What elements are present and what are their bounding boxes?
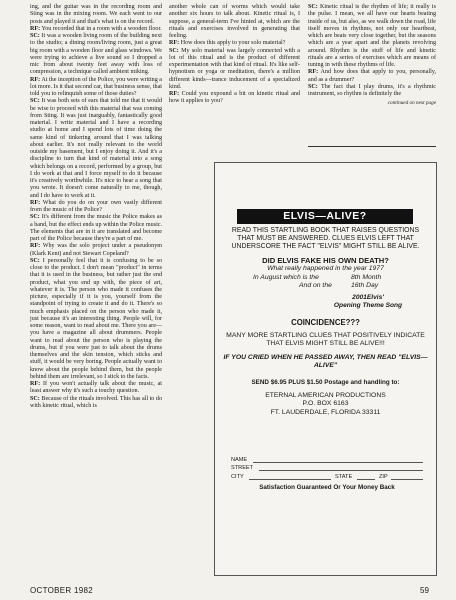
continued-note: continued on next page	[387, 100, 436, 107]
article-paragraph	[30, 381, 162, 396]
ad-more-clues: MANY MORE STARTLING CLUES THAT POSITIVELY INDICATE THAT ELVIS MIGHT STILL BE ALIVE!!!	[226, 331, 425, 347]
form-row-street	[231, 464, 423, 473]
paragraph-text: And how does that apply to you, personally, and as a drummer?	[308, 69, 436, 83]
ad-address	[223, 392, 428, 417]
name-field[interactable]	[253, 462, 423, 463]
paragraph-text: It was both sets of ears that told me that it would be wise to proceed with this material that was coming from Sting. It was just inarguably, fantastically good material. I write material and I have a recording studio at home and I spend lots of time doing the same kind of tinkering around that I was talking about earlier. It's not really relevant to the world outside my basement, but I enjoy doing it. And it's a discipline to turn that kind of material into a song which belongs on a record, performed by a group, but I do work at that and I force myself to do it because it's creatively worthwhile. It's nice to hear a song that you wrote. It doesn't come naturally to me, though, and I do have to work at it.	[30, 98, 163, 199]
issue-date: OCTOBER 1982	[30, 586, 94, 595]
ad-line-8th: 8th Month	[351, 273, 382, 281]
article-paragraph	[30, 98, 162, 200]
speaker-tag: RF:	[308, 69, 319, 76]
ad-address-line-1: ETERNAL AMERICAN PRODUCTIONS	[265, 392, 386, 400]
zip-field[interactable]	[391, 479, 423, 480]
ad-address-line-2: P.O. BOX 6163	[302, 400, 349, 408]
article-paragraph	[30, 243, 162, 258]
ad-banner: ELVIS—ALIVE?	[237, 209, 413, 224]
speaker-tag: SC:	[30, 33, 40, 39]
ad-lead-text: READ THIS STARTLING BOOK THAT RAISES QUESTIONS THAT MUST BE ANSWERED. CLUES ELVIS LEFT THAT UNDERSCORE THE FACT "ELVIS" MIGHT STILL BE ALIVE.	[231, 227, 420, 251]
article-paragraph	[30, 77, 162, 99]
article-paragraph	[30, 26, 162, 33]
name-label: NAME	[231, 456, 248, 463]
elvis-advertisement	[214, 162, 437, 576]
speaker-tag: SC:	[30, 214, 40, 221]
street-field[interactable]	[259, 470, 423, 471]
ad-coincidence: COINCIDENCE???	[291, 317, 360, 327]
paragraph-text: Because of the rituals involved. This has all to do with kinetic ritual, which is	[30, 395, 162, 409]
guarantee-text: Satisfaction Guaranteed Or Your Money Back	[259, 483, 395, 491]
paragraph-text: The fact that I play drums, it's a rhythmic instrument, so rhythm is definitely the	[308, 83, 436, 97]
article-paragraph	[169, 91, 300, 106]
state-field[interactable]	[357, 479, 375, 480]
article-paragraph	[169, 48, 300, 92]
speaker-tag: SC:	[169, 47, 179, 54]
order-form	[231, 455, 423, 491]
speaker-tag: SC:	[308, 83, 318, 90]
ad-body	[223, 227, 428, 417]
speaker-tag: RF:	[30, 243, 41, 250]
form-row-city	[231, 472, 423, 481]
article-paragraph	[169, 40, 300, 47]
speaker-tag: SC:	[30, 257, 40, 264]
city-field[interactable]	[249, 479, 331, 480]
paragraph-text: My solo material was largely connected with a lot of this ritual and is the product of different experimentation with that kind of ritual. It's like self-hypnotism or yoga or meditation, there's a million different kinds—trance inducement of a specialized kind.	[169, 47, 300, 90]
paragraph-text: At the inception of the Police, you were writing a lot more. Is it that second car, that business sense, that told you to relinquish some of those duties?	[30, 76, 162, 97]
ad-song-title: 2001Elvis'	[352, 293, 384, 301]
ad-question: DID ELVIS FAKE HIS OWN DEATH?	[262, 255, 389, 265]
article-paragraph	[30, 258, 162, 381]
ad-what-happened: What really happened in the year 1977	[267, 264, 384, 272]
city-label: CITY	[231, 473, 244, 480]
ad-cry-line: IF YOU CRIED WHEN HE PASSED AWAY, THEN READ "ELVIS—ALIVE"	[223, 353, 428, 369]
paragraph-text: Could you expound a bit on kinetic ritual and how it applies to you?	[169, 91, 300, 105]
speaker-tag: RF:	[169, 40, 180, 47]
article-paragraph	[308, 84, 436, 99]
article-paragraph	[30, 214, 162, 243]
paragraph-text: another whole can of worms which would take another six hours to talk about. Kinetic ritual is, I suppose, a general-term I've hinted at, which are the rituals and exercises involved in generating that feeling.	[169, 4, 300, 39]
article-paragraph	[30, 396, 162, 411]
article-paragraph	[308, 4, 436, 69]
ad-line-16th: 16th Day	[351, 281, 379, 289]
paragraph-text: It was a wooden living room of the building next to the studio; a dining room/living room, just a great big room with a wooden floor and glass windows. We were trying to achieve a live sound so I dropped a mic from about twenty feet away with loss of compression, a technique called ambient miking.	[30, 33, 162, 76]
paragraph-text: How does this apply to your solo material?	[180, 40, 286, 47]
speaker-tag: RF:	[30, 76, 41, 83]
paragraph-text: Why was the solo project under a pseudonym (Klark Kent) and not Stewart Copeland?	[30, 243, 162, 257]
ad-send-line: SEND $6.95 PLUS $1.50 Postage and handling to:	[251, 379, 400, 387]
ad-line-onthe: And on the	[299, 281, 332, 289]
paragraph-text: I personally feel that it is confusing to be so close to the product. I don't mean "product" in terms that it is used in the business, but rather just the end product, what you end up with, the piece of art, whatever it is. The person who made it confuses the picture, especially if it is you, yourself from the standpoint of trying to create it and do it. There's so much emphasis placed on the person who made it, just because it's an interesting thing. People will, for some reason, want to read about me. There you are—you have a magazine all about drummers. People want to read about the person who is playing the drums, but if you were just to talk about the drums themselves and the skin tension, which sticks and stuff, it would be very boring. People actually want to know about the people behind them, but the people behind them are irrelevant, so I stick to the facts.	[30, 257, 162, 380]
speaker-tag: RF:	[30, 381, 41, 387]
ad-line-august: In August which is the	[253, 273, 319, 281]
speaker-tag: RF:	[30, 199, 41, 206]
article-column-2	[169, 4, 300, 106]
zip-label: ZIP	[379, 473, 388, 480]
ad-dates-block	[223, 274, 428, 318]
paragraph-text: ing, and the guitar was in the recording room and Sting was in the mixing room. We each went to our posts and played it and that's what is on the record.	[30, 4, 162, 25]
street-label: STREET	[231, 465, 254, 472]
speaker-tag: SC:	[30, 395, 40, 402]
paragraph-text: It's different from the music the Police makes as a band, but the effect ends up within the Police music. The elements that are in it are translated and become part of the Police because they're a part of me.	[30, 214, 162, 242]
speaker-tag: SC:	[308, 4, 318, 10]
ad-address-line-3: FT. LAUDERDALE, FLORIDA 33311	[270, 408, 381, 416]
form-row-name	[231, 455, 423, 464]
article-column-3	[308, 4, 436, 108]
article-paragraph	[169, 4, 300, 40]
speaker-tag: SC:	[30, 98, 40, 105]
column-divider-rule	[308, 146, 436, 147]
article-paragraph	[30, 4, 162, 26]
speaker-tag: RF:	[30, 25, 41, 32]
article-paragraph	[30, 200, 162, 215]
article-column-1	[30, 4, 162, 410]
article-paragraph	[308, 69, 436, 84]
ad-song	[313, 294, 423, 310]
paragraph-text: If you won't actually talk about the music, at least answer why it's such a touchy question.	[30, 381, 163, 395]
state-label: STATE	[335, 473, 353, 480]
page-number: 59	[420, 586, 429, 595]
paragraph-text: What do you do on your own vastly different from the music of the Police?	[30, 199, 162, 213]
paragraph-text: Kinetic ritual is the rhythm of life; it really is the pulse. I mean, we all have our hearts beating inside of us, but also, as we walk down the road, life itself moves in rhythms, not only our heartbeat, which are beats very close together, but the seasons which are a year apart and the planets revolving around. Rhythm is the stuff of life and kinetic rituals are a series of exercises which are means of tuning in with these rhythms of life.	[308, 4, 436, 68]
paragraph-text: You recorded that in a room with a wooden floor.	[41, 25, 162, 32]
speaker-tag: RF:	[169, 91, 180, 97]
article-paragraph	[30, 33, 162, 77]
ad-song-sub: Opening Theme Song	[333, 301, 403, 309]
